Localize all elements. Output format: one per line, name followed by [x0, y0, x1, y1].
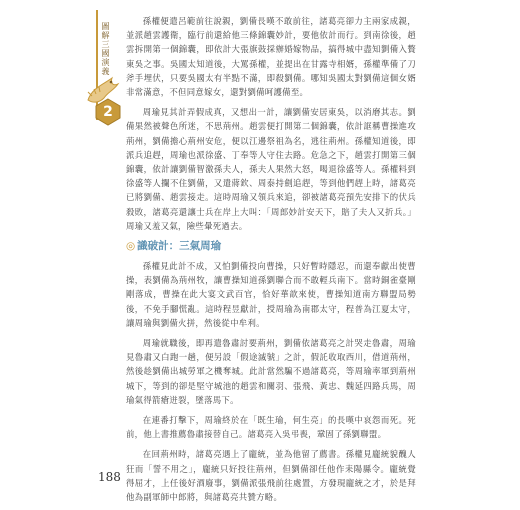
book-side-title: 圖解三國演義: [101, 22, 110, 76]
section-marker-icon: ◎: [126, 240, 136, 253]
page-number: [98, 470, 121, 484]
paragraph: 孫權見此計不成，又怕劉備投向曹操，只好暫時隱忍，而還奉獻出使曹操，表劉備為荊州牧，讓曹操知道孫劉聯合而不敢輕兵南下。當時銅雀臺剛剛落成，曹操在此大宴文武百官，恰好華歆來使，曹操知道南方聯盟局勢後，不免手腳慌亂。這時程昱獻計，授周瑜為南郡太守，程普為江夏太守，讓周瑜與劉備火拼，然後從中牟利。: [126, 261, 416, 328]
section-title: 識破計：三氣周瑜: [137, 240, 222, 253]
paragraph: 周瑜見其計弄假成真，又想出一計，讓劉備安居東吳，以消磨其志。劉備果然被聲色所迷，不思荊州。趙雲便打開第二個錦囊，依計誆稱曹操進攻荊州，劉備擔心荊州安危，便以江邊祭祖為名，逃往荊州。孫權知道後，即派兵追趕，周瑜也派徐盛、丁奉等人守住去路。危急之下，趙雲打開第三個錦囊，依計讓劉備智激孫夫人，孫夫人果然大怒，喝退徐盛等人。孫權料到徐盛等人攔不住劉備，又遣蔣欽、周泰持劍追趕，等到他們趕上時，諸葛亮已將劉備、趙雲接走。這時周瑜又領兵來追，卻被諸葛亮預先安排下的伏兵殺敗，諸葛亮還讓士兵在岸上大叫：「周郎妙計安天下，賠了夫人又折兵。」周瑜又羞又氣，險些暈死過去。: [126, 107, 416, 231]
section-heading: [126, 239, 416, 253]
page-number-value: 188: [98, 470, 121, 484]
main-text: [126, 14, 416, 510]
paragraph: 周瑜就職後，即再遣魯肅討要荊州，劉備依諸葛亮之計哭走魯肅，周瑜見魯肅又白跑一趟，便另設「假途滅虢」之計，假託收取西川，借道荊州，然後趁劉備出城勞軍之機奪城。此計當然騙不過諸葛亮，等周瑜率軍到荊州城下，等到的卻是堅守城池的趙雲和關羽、張飛、黃忠、魏延四路兵馬，周瑜氣得箭瘡迸裂，墜落馬下。: [126, 338, 416, 405]
paragraph: 孫權便遣呂範前往說親，劉備長嘆不敢前往，諸葛亮卻力主兩家成親，並派趙雲護衛，臨行前還給他三條錦囊妙計，要他依計而行。到南徐後，趙雲拆開第一個錦囊，即依計大張旗鼓採辦婚嫁物品，搞得城中盡知劉備入贅東吳之事。吳國太知道後，大罵孫權，並提出在甘露寺相婿，孫權準備了刀斧手埋伏，只要吳國太有半點不滿，即殺劉備。哪知吳國太對劉備這個女婿非常滿意，不但同意嫁女，還對劉備呵護備至。: [126, 16, 416, 98]
paragraph: 在連番打擊下，周瑜終於在「既生瑜，何生亮」的長嘆中哀怨而死。死前，他上書推薦魯肅接替自己。諸葛亮入吳弔喪，鞏固了孫劉聯盟。: [126, 415, 416, 440]
chapter-number: 2: [103, 104, 113, 120]
paragraph: 在回荊州時，諸葛亮遇上了龐統，並為他留了薦書。孫權見龐統貌醜人狂而「誓不用之」，龐統只好投往荊州，但劉備卻任他作耒陽縣令。龐統覺得屈才，上任後好酒廢事，劉備派張飛前往處置，方發現龐統之才，於是拜他為副軍師中郎將，與諸葛亮共贊方略。: [126, 449, 416, 503]
